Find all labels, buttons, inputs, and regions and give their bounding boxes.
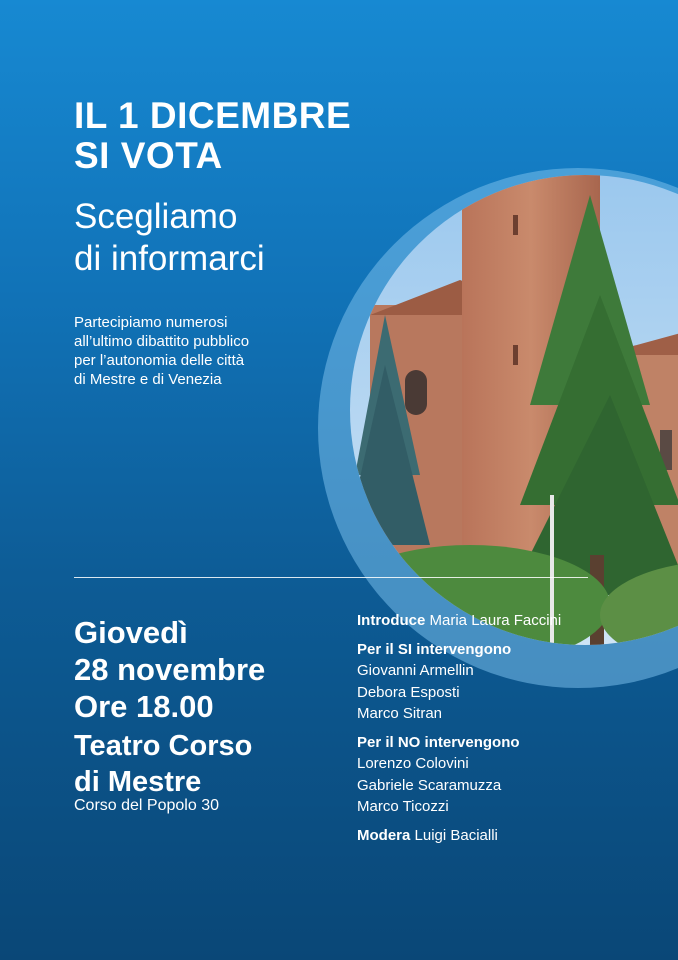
introducer xyxy=(357,610,657,632)
venue-line: di Mestre xyxy=(74,766,202,798)
speaker-name: Marco Ticozzi xyxy=(357,798,449,815)
event-date: 28 novembre xyxy=(74,652,266,687)
divider xyxy=(74,577,588,578)
venue-address: Corso del Popolo 30 xyxy=(74,797,219,814)
headline xyxy=(74,96,351,176)
speaker-name: Marco Sitran xyxy=(357,705,443,722)
moderator-name: Luigi Bacialli xyxy=(414,826,498,844)
subheadline xyxy=(74,196,265,280)
moderator-label: Modera xyxy=(357,826,411,844)
event-venue xyxy=(74,728,252,800)
event-time: Ore 18.00 xyxy=(74,689,214,724)
si-heading: Per il SI intervengono xyxy=(357,640,512,658)
intro-text xyxy=(74,313,344,389)
intro-line: per l’autonomia delle città xyxy=(74,352,245,369)
event-datetime xyxy=(74,614,265,725)
no-heading: Per il NO intervengono xyxy=(357,733,520,751)
speaker-name: Gabriele Scaramuzza xyxy=(357,776,502,794)
intro-line: di Mestre e di Venezia xyxy=(74,371,222,388)
speaker-name: Debora Esposti xyxy=(357,683,460,701)
event-day: Giovedì xyxy=(74,615,188,650)
moderator xyxy=(357,825,657,847)
si-speakers xyxy=(357,639,657,725)
speaker-name: Giovanni Armellin xyxy=(357,662,474,679)
headline-line: SI VOTA xyxy=(74,135,223,176)
subheadline-line: di informarci xyxy=(74,239,265,278)
intro-line: Partecipiamo numerosi xyxy=(74,314,228,331)
headline-line: IL 1 DICEMBRE xyxy=(74,95,352,136)
no-speakers xyxy=(357,732,657,818)
introduce-label: Introduce xyxy=(357,612,426,629)
venue-line: Teatro Corso xyxy=(74,730,253,762)
introduce-name: Maria Laura Faccini xyxy=(429,612,562,629)
subheadline-line: Scegliamo xyxy=(74,197,238,236)
intro-line: all’ultimo dibattito pubblico xyxy=(74,333,250,350)
program xyxy=(357,610,657,853)
speaker-name: Lorenzo Colovini xyxy=(357,755,469,772)
